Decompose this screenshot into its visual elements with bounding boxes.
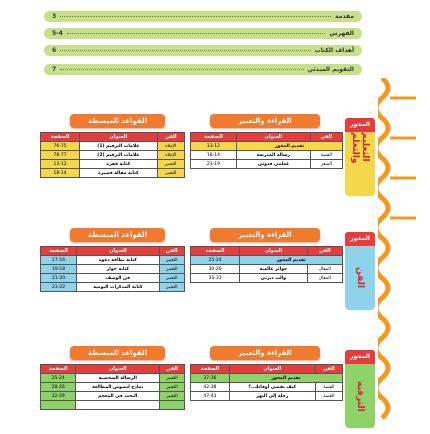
row-art: التعبير <box>159 256 184 265</box>
intro-page: 7 <box>52 66 57 73</box>
intro-label: مقدمة <box>335 13 354 20</box>
row-page: 78-77 <box>41 151 80 160</box>
row-page: 18-14 <box>191 151 237 160</box>
row-title: كتابة حوار <box>77 265 159 274</box>
row-page: 21-20 <box>41 274 77 283</box>
row-art: التعبير <box>157 169 184 178</box>
column-header-title: العنوان <box>76 365 160 374</box>
mihwar-band <box>345 364 375 428</box>
intro-label: أهداف الكتاب <box>314 47 354 54</box>
row-title: والت ديزني <box>240 274 308 283</box>
intro-item-2[interactable] <box>44 45 362 56</box>
table-row[interactable] <box>41 283 185 292</box>
row-art: المقال <box>307 265 342 274</box>
table-row[interactable] <box>41 383 185 392</box>
column-header-page: الصفحة <box>41 365 76 374</box>
row-title: كتابة بطاقة دعوة <box>77 256 159 265</box>
table-row[interactable] <box>41 401 185 410</box>
table-row[interactable] <box>41 392 185 401</box>
row-art: المقال <box>307 274 342 283</box>
intro-label: الفهرس <box>329 30 354 37</box>
grammar-header: القواعد المبسطة <box>70 228 165 242</box>
row-title: تقديم المحور <box>240 256 343 265</box>
table-row[interactable] <box>191 151 343 160</box>
row-art: التعبير <box>159 265 184 274</box>
table-row[interactable] <box>191 383 343 392</box>
row-art: القصة <box>315 383 342 392</box>
row-page <box>41 401 76 410</box>
row-page: 13-12 <box>41 160 80 169</box>
mihwar-tab: المحور <box>345 118 375 132</box>
row-page: 35-31 <box>191 274 240 283</box>
row-art <box>160 401 185 410</box>
reading-table <box>190 364 343 401</box>
dot-leader <box>67 33 326 34</box>
reading-table <box>190 132 343 169</box>
column-header-page: الصفحة <box>41 247 77 256</box>
column-header-title: العنوان <box>240 247 308 256</box>
column-header-page: الصفحة <box>191 365 230 374</box>
row-art: الإملاء <box>157 151 184 160</box>
row-title: علامات الترقيم (2) <box>80 151 157 160</box>
index-section-1 <box>40 226 375 316</box>
row-art: التعبير <box>157 160 184 169</box>
row-art: التعبير <box>160 374 185 383</box>
column-header-title: العنوان <box>236 133 310 142</box>
row-title: الرسالة الشخصية <box>76 374 160 383</box>
row-page: 18-14 <box>41 169 80 178</box>
mihwar-title: الفن <box>355 267 365 289</box>
table-row[interactable] <box>41 151 185 160</box>
row-page: 28-26 <box>41 383 76 392</box>
row-art: التعبير <box>159 283 184 292</box>
column-header-art: الفن <box>307 247 342 256</box>
intro-label: التقويم المبدئي <box>307 66 354 73</box>
row-page: 25-24 <box>41 374 76 383</box>
column-header-art: الفن <box>160 365 185 374</box>
decorative-wave-border <box>378 78 418 430</box>
row-title: تقديم المحور <box>236 142 342 151</box>
reading-header: القراءة والتعبير <box>210 346 320 360</box>
row-page: 76-75 <box>41 142 80 151</box>
row-title: البحث في المعجم <box>76 392 160 401</box>
reading-header: القراءة والتعبير <box>210 228 320 242</box>
row-page: 23-22 <box>41 283 77 292</box>
dot-leader <box>60 69 303 70</box>
table-row[interactable] <box>41 256 185 265</box>
row-title: رحلة إلى النهر <box>229 392 315 401</box>
table-row[interactable] <box>41 142 185 151</box>
row-title: جوائز عالمية <box>240 265 308 274</box>
mihwar-band <box>345 246 375 310</box>
row-title: تقديم المحور <box>229 374 342 383</box>
grammar-table <box>40 364 185 410</box>
intro-page: 3 <box>52 13 57 20</box>
intro-item-0[interactable] <box>44 11 362 22</box>
mihwar-tab: المحور <box>345 350 375 364</box>
table-row[interactable] <box>191 392 343 401</box>
table-row[interactable] <box>41 274 185 283</box>
column-header-page: الصفحة <box>191 247 240 256</box>
column-header-art: الفن <box>315 365 342 374</box>
row-title: كتابة مقالة قصيرة <box>80 169 157 178</box>
row-art: القصة <box>310 151 342 160</box>
table-row[interactable] <box>41 265 185 274</box>
index-section-2 <box>40 344 375 434</box>
grammar-header: القواعد المبسطة <box>70 346 165 360</box>
row-art: التعبير <box>160 392 185 401</box>
grammar-header: القواعد المبسطة <box>70 114 165 128</box>
column-header-art: الفن <box>159 247 184 256</box>
reading-table <box>190 246 343 283</box>
row-page: 17-16 <box>41 256 77 265</box>
row-art: القصة <box>315 392 342 401</box>
table-row[interactable] <box>191 160 343 169</box>
intro-page: 6 <box>52 47 57 54</box>
row-page: 25-24 <box>191 256 240 265</box>
index-section-0 <box>40 112 375 202</box>
column-header-page: الصفحة <box>191 133 237 142</box>
intro-page: 5-4 <box>52 30 63 37</box>
row-title: مُعلمي قدوتي <box>236 160 310 169</box>
table-row[interactable] <box>191 374 343 383</box>
row-page: 30-26 <box>191 265 240 274</box>
row-page: 47-43 <box>191 392 230 401</box>
row-art: الشعر <box>310 160 342 169</box>
column-header-page: الصفحة <box>41 133 80 142</box>
row-page: 32-29 <box>41 392 76 401</box>
row-title: علامات الترقيم (1) <box>80 142 157 151</box>
table-row[interactable] <box>41 160 185 169</box>
column-header-art: الفن <box>310 133 342 142</box>
row-page: 37-36 <box>191 374 230 383</box>
column-header-title: العنوان <box>77 247 159 256</box>
row-page: 19-18 <box>41 265 77 274</box>
row-art: الإملاء <box>157 142 184 151</box>
column-header-title: العنوان <box>229 365 315 374</box>
row-title: رسالة المدرسة <box>236 151 310 160</box>
grammar-table <box>40 246 185 292</box>
mihwar-band <box>345 132 375 196</box>
table-row[interactable] <box>191 265 343 274</box>
row-title: فن الوصف <box>77 274 159 283</box>
table-row[interactable] <box>41 169 185 178</box>
row-title: كيف تقضي أوقاتك..؟ <box>229 383 315 392</box>
row-title: كتابة فقرة <box>80 160 157 169</box>
row-title: كتابة المذكرات اليومية <box>77 283 159 292</box>
reading-header: القراءة والتعبير <box>210 114 320 128</box>
row-art: التعبير <box>159 274 184 283</box>
dot-leader <box>60 16 331 17</box>
table-row[interactable] <box>41 374 185 383</box>
table-row[interactable] <box>191 142 343 151</box>
intro-item-1[interactable] <box>44 28 362 39</box>
row-page: 42-38 <box>191 383 230 392</box>
intro-item-3[interactable] <box>44 64 362 75</box>
mihwar-title: الترفيه <box>355 380 365 412</box>
row-page: 13-12 <box>191 142 237 151</box>
dot-leader <box>60 50 310 51</box>
mihwar-title: التعليم والتعلم <box>350 132 370 164</box>
mihwar-tab: المحور <box>345 232 375 246</box>
table-row[interactable] <box>191 274 343 283</box>
table-row[interactable] <box>191 256 343 265</box>
row-title: نماذج لنصوص المطالعة <box>76 383 160 392</box>
row-title <box>76 401 160 410</box>
grammar-table <box>40 132 185 178</box>
column-header-art: الفن <box>157 133 184 142</box>
row-page: 23-19 <box>191 160 237 169</box>
row-art: التعبير <box>160 383 185 392</box>
column-header-title: العنوان <box>80 133 157 142</box>
